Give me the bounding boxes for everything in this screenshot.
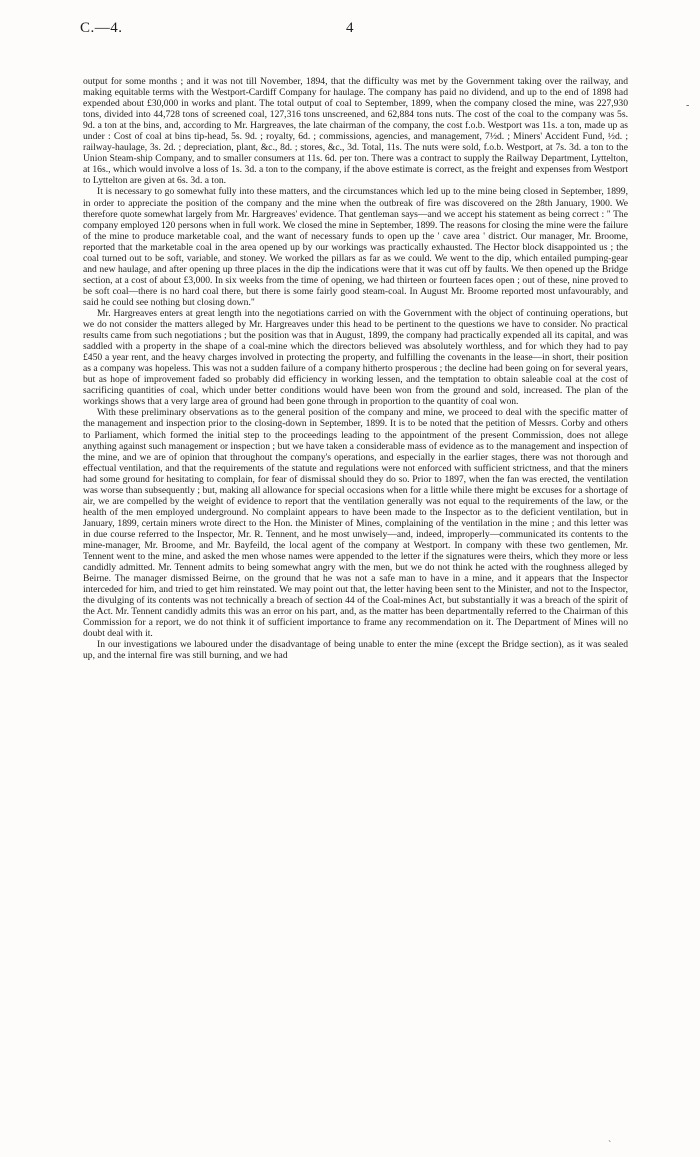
body-text bbox=[83, 76, 628, 661]
page-number: 4 bbox=[346, 20, 354, 36]
paragraph-output: output for some months ; and it was not till November, 1894, that the difficulty was met by the Government taking over the railway, and making equitable terms with the Westport-Cardiff Company for haulage. The company has paid no dividend, and up to the end of 1898 had expended about £30,000 in works and plant. The total output of coal to September, 1899, when the company closed the mine, was 227,930 tons, divided into 44,728 tons of screened coal, 127,316 tons unscreened, and 62,884 tons nuts. The cost of the coal to the company was 5s. 9d. a ton at the bins, and, according to Mr. Hargreaves, the late chairman of the company, the cost f.o.b. Westport was 11s. a ton, made up as under : Cost of coal at bins tip-head, 5s. 9d. ; royalty, 6d. ; commissions, agencies, and management, 7½d. ; Miners' Accident Fund, ½d. ; railway-haulage, 3s. 2d. ; depreciation, plant, &c., 8d. ; stores, &c., 3d. Total, 11s. The nuts were sold, f.o.b. Westport, at 7s. 3d. a ton to the Union Steam-ship Company, and to smaller consumers at 11s. 6d. per ton. There was a contract to supply the Railway Department, Lyttelton, at 16s., which would involve a loss of 1s. 3d. a ton to the company, if the above estimate is correct, as the freight and expenses from Westport to Lyttelton are given at 6s. 3d. a ton. bbox=[83, 76, 628, 187]
paragraph-investigations: In our investigations we laboured under the disadvantage of being unable to enter the mine (except the Bridge section), as it was sealed up, and the internal fire was still burning, and we had bbox=[83, 639, 628, 662]
paragraph-negotiations: Mr. Hargreaves enters at great length into the negotiations carried on with the Government with the object of continuing operations, but we do not consider the matters alleged by Mr. Hargreaves under this head to be pertinent to the questions we have to consider. No practical results came from such negotiations ; but the position was that in August, 1899, the company had practically expended all its capital, and was saddled with a property in the shape of a coal-mine which the directors believed was absolutely worthless, and for which they had to pay £450 a year rent, and the heavy charges involved in protecting the property, and fulfilling the covenants in the lease—in short, their position as a company was hopeless. This was not a sudden failure of a company hitherto prosperous ; the decline had been going on for several years, but as hope of improvement faded so probably did efficiency in working lessen, and the temptation to obtain saleable coal at the cost of sacrificing quantities of coal, which under better conditions would have been won from the ground and sold, increased. The plan of the workings shows that a very large area of ground had been gone through in proportion to the quantity of coal won. bbox=[83, 307, 628, 408]
margin-mark: ` bbox=[608, 1140, 612, 1151]
section-reference: C.—4. bbox=[80, 20, 123, 36]
paragraph-closure: It is necessary to go somewhat fully into these matters, and the circumstances which led up to the mine being closed in September, 1899, in order to appreciate the position of the company and the mine when the outbreak of fire was discovered on the 28th January, 1900. We therefore quote somewhat largely from Mr. Hargreaves' evidence. That gentleman says—and we accept his statement as being correct : " The company employed 120 persons when in full work. We closed the mine in September, 1899. The reasons for closing the mine were the failure of the mine to produce marketable coal, and the want of necessary funds to open up the ' cave area ' district. Our manager, Mr. Broome, reported that the marketable coal in the area opened up by our workings was practically exhausted. The Hector block disappointed us ; the coal turned out to be soft, variable, and stoney. We worked the pillars as far as we could. We went to the dip, which entailed pumping-gear and new haulage, and after opening up three places in the dip the indications were that it was cut off by faults. We then opened up the Bridge section, at a cost of about £3,000. In six weeks from the time of opening, we had thirteen or fourteen faces open ; out of these, nine proved to be soft coal—there is no hard coal there, but there is some fairly good steam-coal. In August Mr. Broome reported most unfavourably, and said he could see nothing but closing down." bbox=[83, 186, 628, 308]
paragraph-management: With these preliminary observations as to the general position of the company and mine, we proceed to deal with the specific matter of the management and inspection prior to the closing-down in September, 1899. It is to be noted that the petition of Messrs. Corby and others to Parliament, which formed the initial step to the proceedings leading to the appointment of the present Commission, does not allege anything against such management or inspection ; but we have taken a considerable mass of evidence as to the management and inspection of the mine, and we are of opinion that throughout the company's operations, and especially in the earlier stages, there was not thorough and effectual ventilation, and that the requirements of the statute and regulations were not enforced with sufficient strictness, and that the miners had some ground for hesitating to complain, for fear of dismissal should they do so. Prior to 1897, when the fan was erected, the ventilation was worse than subsequently ; but, making all allowance for special occasions when for a little while there might be excuses for a shortage of air, we are compelled by the weight of evidence to report that the ventilation generally was not equal to the requirements of the law, or the health of the men employed underground. No complaint appears to have been made to the Inspector as to the deficient ventilation, but in January, 1899, certain miners wrote direct to the Hon. the Minister of Mines, complaining of the ventilation in the mine ; and this letter was in due course referred to the Inspector, Mr. R. Tennent, and he most unwisely—and, indeed, improperly—communicated its contents to the mine-manager, Mr. Broome, and Mr. Bayfeild, the local agent of the company at Westport. In company with these two gentlemen, Mr. Tennent went to the mine, and asked the men whose names were appended to the letter if the signatures were theirs, which they more or less candidly admitted. Mr. Tennent admits to being somewhat angry with the men, but we do not think he acted with the roughness alleged by Beirne. The manager dismissed Beirne, on the ground that he was not a safe man to have in a mine, and it appears that the Inspector interceded for him, and tried to get him reinstated. We may point out that, the letter having been sent to the Minister, and not to the Inspector, the divulging of its contents was not technically a breach of section 44 of the Coal-mines Act, but substantially it was a breach of the spirit of the Act. Mr. Tennent candidly admits this was an error on his part, and, as the matter has been departmentally referred to the Chairman of this Commission for a report, we do not think it of sufficient importance to frame any recommendation on it. The Department of Mines will no doubt deal with it. bbox=[83, 407, 628, 640]
margin-mark: - bbox=[686, 100, 690, 111]
